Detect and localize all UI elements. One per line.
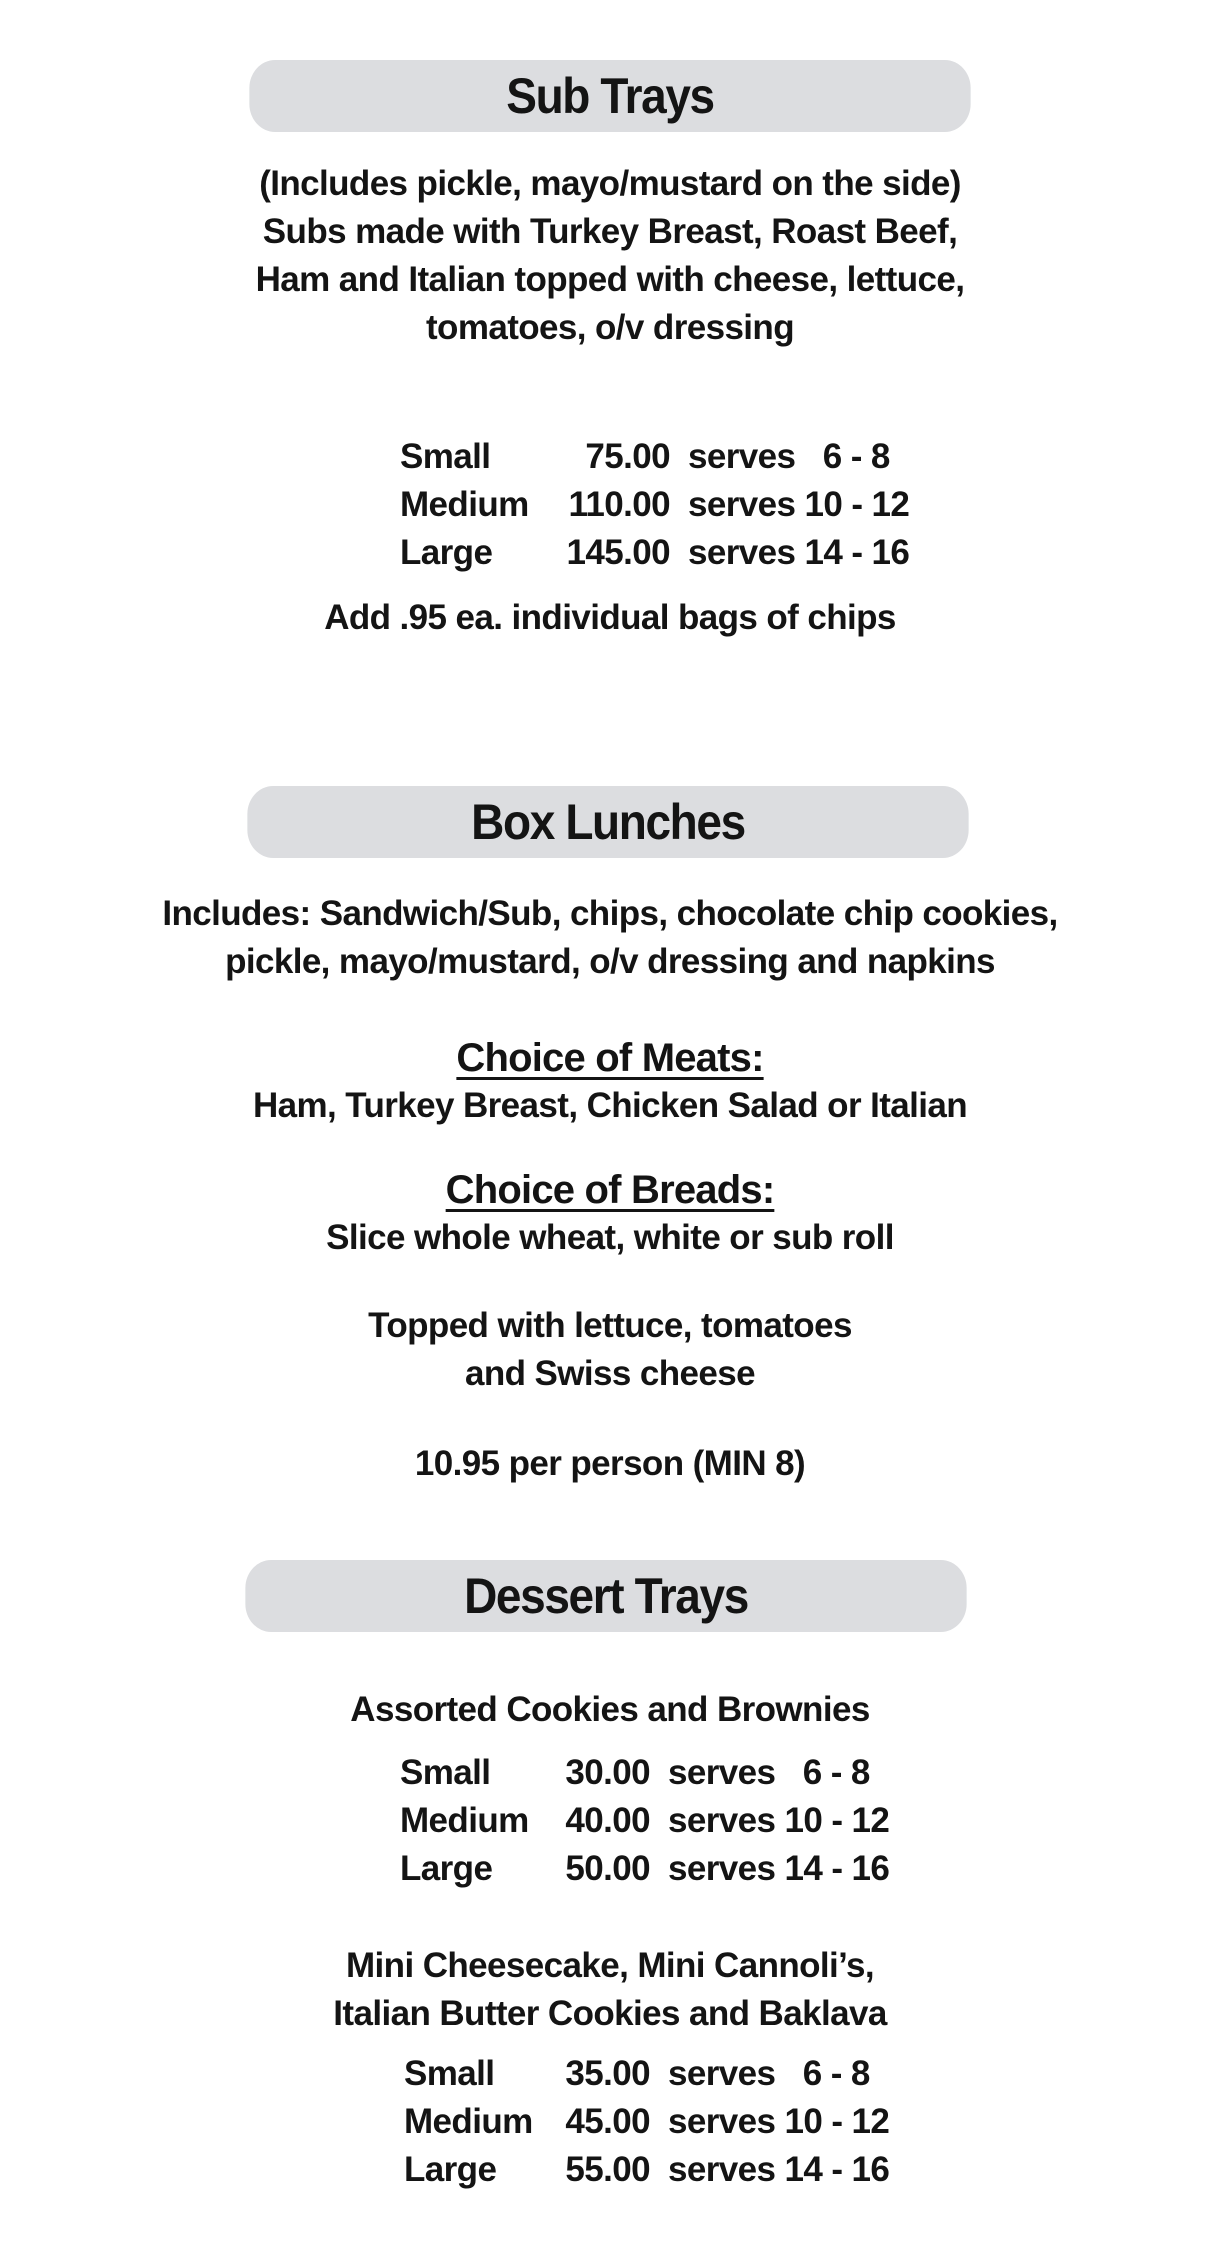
serves-text: serves 6 - 8 — [688, 437, 890, 476]
price-row — [400, 433, 909, 481]
box-lunches-includes — [0, 890, 1220, 986]
group-name-line: Mini Cheesecake, Mini Cannoli’s, — [346, 1946, 874, 1985]
breads-heading: Choice of Breads: — [445, 1168, 775, 1212]
serves-text: serves 14 - 16 — [668, 2150, 890, 2189]
serves-text: serves 10 - 12 — [668, 1801, 890, 1840]
breads-options: Slice whole wheat, white or sub roll — [326, 1218, 894, 1257]
includes-line: pickle, mayo/mustard, o/v dressing and napkins — [225, 942, 995, 981]
price-row — [400, 1845, 889, 1893]
dessert-trays-banner — [245, 1560, 966, 1632]
price-row — [400, 481, 909, 529]
box-lunches-banner — [247, 786, 968, 858]
price-row — [404, 2098, 889, 2146]
sub-trays-description — [0, 160, 1220, 352]
size-label: Large — [400, 533, 493, 572]
topping-line: Topped with lettuce, tomatoes — [368, 1306, 852, 1345]
price-row — [400, 1797, 889, 1845]
price-value: 45.00 — [565, 2102, 650, 2141]
includes-line: Includes: Sandwich/Sub, chips, chocolate chip cookies, — [162, 894, 1058, 933]
price-row — [404, 2050, 889, 2098]
chips-addon — [0, 594, 1220, 642]
serves-text: serves 14 - 16 — [668, 1849, 890, 1888]
serves-text: serves 6 - 8 — [668, 2054, 870, 2093]
meats-heading: Choice of Meats: — [456, 1036, 764, 1080]
price-value: 145.00 — [566, 533, 670, 572]
group-name-line: Italian Butter Cookies and Baklava — [333, 1994, 887, 2033]
size-label: Large — [404, 2150, 497, 2189]
serves-text: serves 14 - 16 — [688, 533, 910, 572]
size-label: Medium — [400, 485, 529, 524]
price-row — [400, 529, 909, 577]
size-label: Small — [400, 437, 491, 476]
price-value: 40.00 — [565, 1801, 650, 1840]
price-row — [404, 2146, 889, 2194]
price-value: 55.00 — [565, 2150, 650, 2189]
description-line: (Includes pickle, mayo/mustard on the side) — [259, 164, 961, 203]
serves-text: serves 10 - 12 — [688, 485, 910, 524]
serves-text: serves 6 - 8 — [668, 1753, 870, 1792]
dessert-group-price-table — [400, 1749, 889, 1893]
box-lunches-topping — [0, 1302, 1220, 1398]
dessert-group-name — [0, 1686, 1220, 1734]
size-label: Large — [400, 1849, 493, 1888]
meats-options: Ham, Turkey Breast, Chicken Salad or Italian — [252, 1086, 968, 1125]
dessert-group-price-table — [404, 2050, 889, 2194]
topping-line: and Swiss cheese — [464, 1354, 755, 1393]
size-label: Small — [404, 2054, 495, 2093]
description-line: Subs made with Turkey Breast, Roast Beef, — [262, 212, 958, 251]
box-lunches-title: Box Lunches — [471, 794, 745, 850]
price-value: 75.00 — [585, 437, 670, 476]
price-value: 50.00 — [565, 1849, 650, 1888]
description-line: tomatoes, o/v dressing — [425, 308, 794, 347]
sub-trays-title: Sub Trays — [506, 68, 714, 124]
choice-of-breads — [0, 1166, 1220, 1262]
sub-trays-price-table — [400, 433, 909, 577]
dessert-group-name — [0, 1942, 1220, 2038]
per-person-price: 10.95 per person (MIN 8) — [414, 1444, 806, 1483]
description-line: Ham and Italian topped with cheese, lettuce, — [255, 260, 965, 299]
choice-of-meats — [0, 1034, 1220, 1130]
sub-trays-banner — [249, 60, 970, 132]
addon-text: Add .95 ea. individual bags of chips — [324, 598, 896, 637]
box-lunches-price — [0, 1440, 1220, 1488]
group-name-line: Assorted Cookies and Brownies — [350, 1690, 870, 1729]
price-value: 35.00 — [565, 2054, 650, 2093]
size-label: Medium — [404, 2102, 533, 2141]
serves-text: serves 10 - 12 — [668, 2102, 890, 2141]
size-label: Medium — [400, 1801, 529, 1840]
dessert-trays-title: Dessert Trays — [464, 1568, 748, 1624]
size-label: Small — [400, 1753, 491, 1792]
price-value: 110.00 — [568, 485, 670, 524]
price-value: 30.00 — [565, 1753, 650, 1792]
price-row — [400, 1749, 889, 1797]
